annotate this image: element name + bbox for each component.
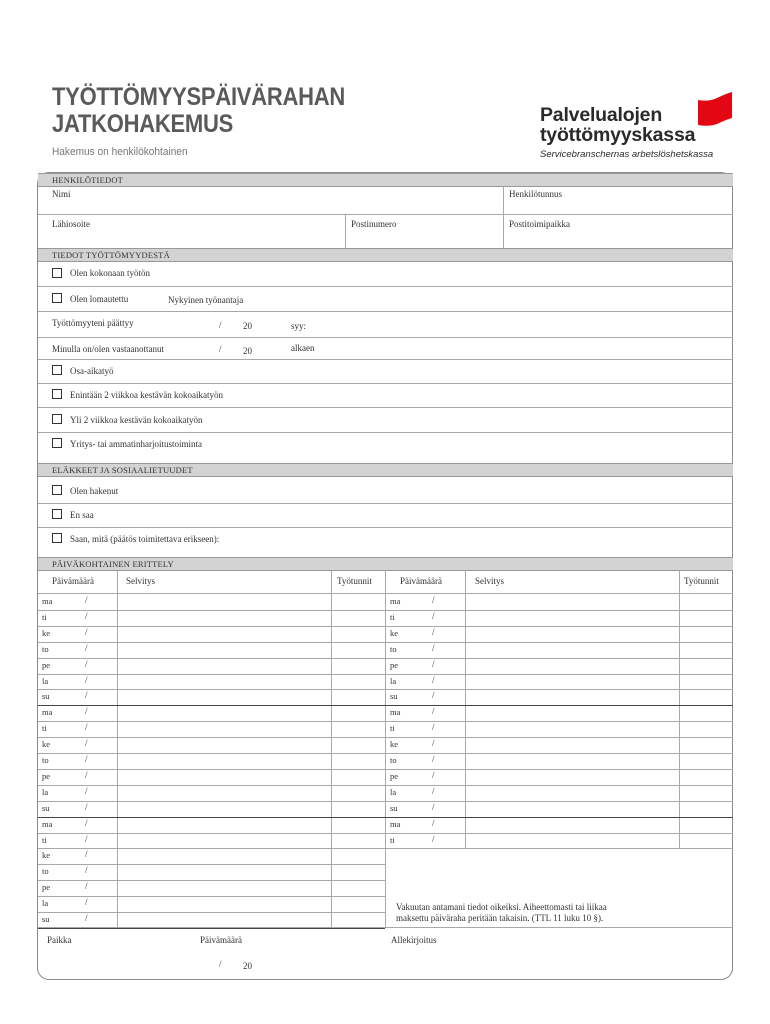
enintaan-label: Enintään 2 viikkoa kestävän kokoaikatyön (70, 390, 223, 400)
right-row-divider (385, 610, 733, 611)
left-day-label: ti (42, 723, 47, 734)
left-day-label: su (42, 802, 50, 813)
left-day-label: la (42, 786, 49, 797)
paikka-field[interactable] (40, 946, 190, 976)
paattyy-year: 20 (243, 321, 252, 331)
section-tyottomyys (38, 248, 733, 262)
section-title: ELÄKKEET JA SOSIAALIETUUDET (52, 465, 193, 475)
left-date-slash: / (85, 754, 88, 764)
footer-year: 20 (243, 961, 252, 971)
left-row-divider (38, 912, 385, 913)
logo-text-line1: Palvelualojen (540, 104, 663, 126)
left-row-divider (38, 753, 385, 754)
right-date-slash: / (432, 833, 435, 844)
left-row-divider (38, 880, 385, 881)
left-row-divider (38, 833, 385, 834)
alkaen-label: alkaen (291, 343, 315, 353)
yli-checkbox[interactable] (52, 414, 62, 424)
right-date-slash: / (432, 817, 435, 828)
left-date-slash: / (85, 674, 88, 685)
right-date-slash: / (432, 706, 435, 717)
right-row-divider (385, 674, 733, 675)
left-row-divider (38, 737, 385, 738)
postitoimipaikka-label: Postitoimipaikka (509, 219, 571, 229)
left-date-slash: / (85, 913, 88, 923)
nimi-label: Nimi (52, 189, 71, 199)
hakenut-label: Olen hakenut (70, 486, 119, 496)
left-row-divider (38, 721, 385, 722)
lomautettu-label: Olen lomautettu (70, 294, 129, 304)
left-row-divider (38, 626, 385, 627)
left-row-divider (38, 801, 385, 802)
section-title: HENKILÖTIEDOT (52, 175, 124, 185)
saan-checkbox[interactable] (52, 533, 62, 543)
left-day-label: su (42, 691, 50, 702)
left-row-divider (38, 848, 385, 849)
section-title: PÄIVÄKOHTAINEN ERITTELY (52, 559, 174, 569)
right-day-label: ma (390, 707, 401, 718)
right-date-slash: / (432, 722, 435, 733)
left-date-slash: / (85, 722, 88, 733)
right-row-divider (385, 801, 733, 802)
yritys-checkbox[interactable] (52, 438, 62, 448)
left-date-slash: / (85, 706, 88, 717)
right-date-slash: / (432, 801, 435, 812)
henkilotunnus-field[interactable] (506, 199, 731, 213)
right-row-divider (385, 626, 733, 627)
left-day-label: su (42, 914, 50, 924)
left-date-slash: / (85, 833, 88, 844)
right-day-label: ke (390, 739, 399, 750)
form-subtitle: Hakemus on henkilökohtainen (52, 146, 188, 158)
left-row-divider (38, 610, 385, 611)
logo-text-line3: Servicebranschernas arbetslöshetskassa (540, 149, 714, 160)
vastaanottanut-date-slash: / (219, 344, 222, 354)
left-date-slash: / (85, 626, 88, 637)
syy-label: syy: (291, 321, 307, 331)
left-day-label: to (42, 643, 49, 654)
lomautettu-checkbox[interactable] (52, 293, 62, 303)
right-date-slash: / (432, 690, 435, 701)
left-date-slash: / (85, 897, 88, 908)
hakenut-checkbox[interactable] (52, 485, 62, 495)
left-date-slash: / (85, 738, 88, 749)
section-elakkeet (38, 463, 733, 477)
left-day-label: ma (42, 818, 53, 829)
paivamaara-field[interactable] (195, 946, 380, 976)
left-paivamaara-header: Päivämäärä (52, 576, 94, 586)
saan-label: Saan, mitä (päätös toimitettava erikseen): (70, 534, 220, 544)
left-selvitys-header: Selvitys (126, 576, 156, 586)
right-day-label: ke (390, 627, 399, 638)
left-date-slash: / (85, 881, 88, 892)
left-day-label: ma (42, 596, 53, 606)
left-row-divider (38, 785, 385, 786)
paattyy-label: Työttömyyteni päättyy (52, 318, 134, 328)
paivamaara-label: Päivämäärä (200, 935, 242, 945)
right-day-label: ti (390, 834, 395, 845)
left-date-slash: / (85, 801, 88, 812)
left-day-label: pe (42, 770, 51, 781)
right-day-label: pe (390, 770, 399, 781)
right-date-slash: / (432, 658, 435, 669)
right-date-slash: / (432, 769, 435, 780)
form-title-line1: TYÖTTÖMYYSPÄIVÄRAHAN (52, 83, 345, 111)
right-day-label: la (390, 675, 397, 686)
left-row-divider (38, 658, 385, 659)
left-row-divider (38, 674, 385, 675)
left-day-label: pe (42, 882, 51, 893)
right-row-divider (385, 817, 733, 818)
yli-label: Yli 2 viikkoa kestävän kokoaikatyön (70, 415, 203, 425)
henkilotunnus-label: Henkilötunnus (509, 189, 562, 199)
left-date-slash: / (85, 610, 88, 621)
section-henkilotiedot (38, 173, 733, 187)
right-day-label: su (390, 802, 398, 813)
left-row-divider (38, 689, 385, 690)
lahiosoite-field[interactable] (40, 230, 342, 246)
right-date-slash: / (432, 738, 435, 749)
right-date-slash: / (432, 626, 435, 637)
postinumero-field[interactable] (348, 230, 500, 246)
right-row-divider (385, 705, 733, 706)
right-day-label: to (390, 755, 397, 765)
vastaanottanut-year: 20 (243, 346, 252, 356)
right-row-divider (385, 721, 733, 722)
left-row-divider (38, 705, 385, 706)
declaration-line1: Vakuutan antamani tiedot oikeiksi. Aiheettomasti tai liikaa (396, 902, 607, 912)
kokonaan-checkbox[interactable] (52, 268, 62, 278)
right-paivamaara-header: Päivämäärä (400, 576, 442, 586)
left-day-label: la (42, 898, 49, 909)
right-day-label: pe (390, 659, 399, 670)
allekirjoitus-label: Allekirjoitus (391, 935, 437, 945)
left-row-divider (38, 769, 385, 770)
lahiosoite-label: Lähiosoite (52, 219, 90, 229)
right-row-divider (385, 658, 733, 659)
left-day-label: ti (42, 834, 47, 845)
left-date-slash: / (85, 595, 88, 605)
left-date-slash: / (85, 642, 88, 653)
right-tyotunnit-header: Työtunnit (684, 576, 719, 586)
left-day-label: to (42, 755, 49, 765)
right-row-divider (385, 785, 733, 786)
left-date-slash: / (85, 658, 88, 669)
left-day-label: to (42, 866, 49, 877)
declaration-line2: maksettu päiväraha peritään takaisin. (TTL 11 luku 10 §). (396, 913, 604, 923)
left-day-label: la (42, 675, 49, 686)
kokonaan-label: Olen kokonaan työtön (70, 268, 150, 278)
right-day-label: ma (390, 818, 401, 829)
left-date-slash: / (85, 817, 88, 828)
left-row-divider (38, 896, 385, 897)
postinumero-label: Postinumero (351, 219, 397, 229)
left-day-label: ti (42, 611, 47, 622)
left-row-divider (38, 864, 385, 865)
right-date-slash: / (432, 674, 435, 685)
left-date-slash: / (85, 690, 88, 701)
left-row-divider (38, 817, 385, 818)
logo-text-line2: työttömyyskassa (540, 124, 696, 146)
left-date-slash: / (85, 849, 88, 860)
postitoimipaikka-field[interactable] (506, 230, 731, 246)
right-date-slash: / (432, 642, 435, 653)
right-date-slash: / (432, 595, 435, 605)
nykyinen-tyonantaja-label: Nykyinen työnantaja (168, 295, 244, 305)
enintaan-checkbox[interactable] (52, 389, 62, 399)
allekirjoitus-field[interactable] (388, 946, 728, 976)
osa-aikatyo-checkbox[interactable] (52, 365, 62, 375)
left-day-label: ke (42, 627, 51, 638)
left-day-label: pe (42, 659, 51, 670)
left-tyotunnit-header: Työtunnit (337, 576, 372, 586)
right-day-label: to (390, 643, 397, 654)
vastaanottanut-label: Minulla on/olen vastaanottanut (52, 344, 164, 354)
logo-flag-icon (697, 92, 733, 126)
right-day-label: ti (390, 723, 395, 734)
right-date-slash: / (432, 610, 435, 621)
right-row-divider (385, 737, 733, 738)
en-saa-label: En saa (70, 510, 94, 520)
right-row-divider (385, 689, 733, 690)
left-day-label: ke (42, 850, 51, 861)
nimi-field[interactable] (40, 199, 500, 213)
form-title-line2: JATKOHAKEMUS (52, 110, 233, 138)
yritys-label: Yritys- tai ammatinharjoitustoiminta (70, 439, 202, 449)
right-selvitys-header: Selvitys (475, 576, 505, 586)
right-day-label: su (390, 691, 398, 702)
right-row-divider (385, 753, 733, 754)
right-day-label: ma (390, 596, 401, 606)
form-title (52, 84, 345, 138)
right-date-slash: / (432, 785, 435, 796)
paattyy-date-slash: / (219, 320, 222, 330)
right-day-label: la (390, 786, 397, 797)
right-row-divider (385, 833, 733, 834)
left-date-slash: / (85, 769, 88, 780)
section-erittely (38, 557, 733, 571)
left-date-slash: / (85, 785, 88, 796)
en-saa-checkbox[interactable] (52, 509, 62, 519)
right-day-label: ti (390, 611, 395, 622)
left-day-label: ke (42, 739, 51, 750)
left-day-label: ma (42, 707, 53, 718)
osa-aikatyo-label: Osa-aikatyö (70, 366, 114, 376)
left-row-divider (38, 642, 385, 643)
right-date-slash: / (432, 754, 435, 764)
paikka-label: Paikka (47, 935, 72, 945)
right-row-divider (385, 769, 733, 770)
footer-date-slash: / (219, 959, 222, 969)
left-row-divider (38, 928, 385, 929)
section-title: TIEDOT TYÖTTÖMYYDESTÄ (52, 250, 170, 260)
right-row-divider (385, 642, 733, 643)
left-date-slash: / (85, 865, 88, 876)
